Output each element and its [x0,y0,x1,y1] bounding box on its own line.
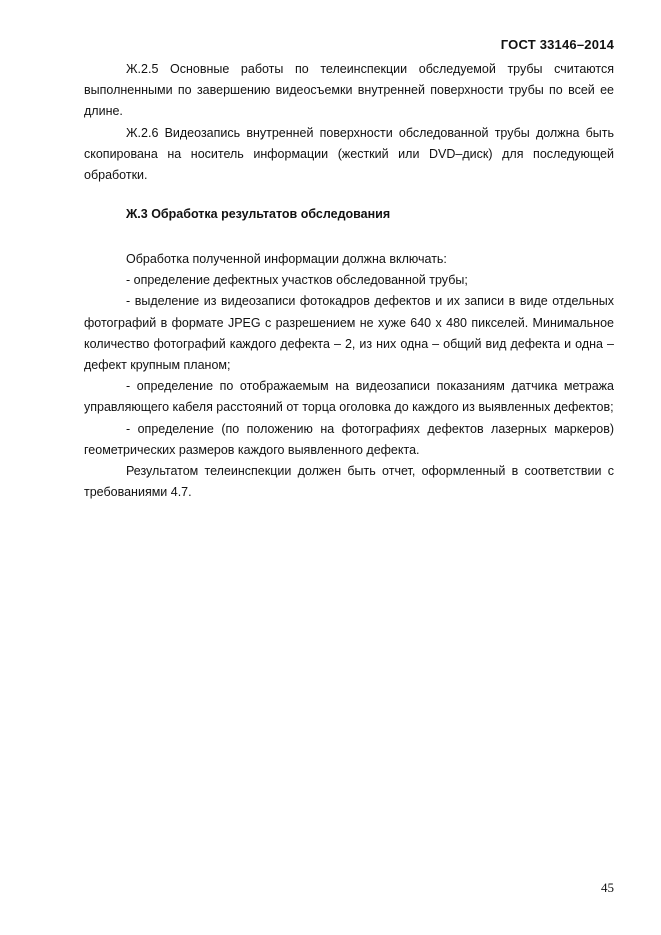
paragraph-intro: Обработка полученной информации должна включать: [126,252,447,266]
paragraph-conclusion: Результатом телеинспекции должен быть отчет, оформленный в соответствии с требованиями 4.7. [84,464,614,500]
section-title: Ж.3 Обработка результатов обследования [126,207,391,221]
paragraph-zh-2-5: Ж.2.5 Основные работы по телеинспекции обследуемой трубы считаются выполненными по завершению видеосъемки внутренней поверхности трубы по всей ее длине. [84,62,614,119]
list-item: - определение (по положению на фотографиях дефектов лазерных маркеров) геометрических размеров каждого выявленного дефекта. [84,421,614,457]
list-item: - определение по отображаемым на видеозаписи показаниям датчика метража управляющего кабеля расстояний от торца оголовка до каждого из выявленных дефектов; [84,379,614,415]
top-paragraphs [84,59,614,186]
list-item: - определение дефектных участков обследованной трубы; [126,273,468,288]
document-code: ГОСТ 33146–2014 [500,37,614,52]
list-item: - выделение из видеозаписи фотокадров дефектов и их записи в виде отдельных фотографий в формате JPEG с разрешением не хуже 640 х 480 пикселей. Минимальное количество фотографий каждого дефекта – 2, из них одна – общий вид дефекта и одна – дефект крупным планом; [84,294,614,373]
paragraph-zh-2-6: Ж.2.6 Видеозапись внутренней поверхности обследованной трубы должна быть скопирована на носитель информации (жесткий или DVD–диск) для последующей обработки. [84,125,614,183]
page-number: 45 [601,880,614,895]
section-body [84,249,614,503]
